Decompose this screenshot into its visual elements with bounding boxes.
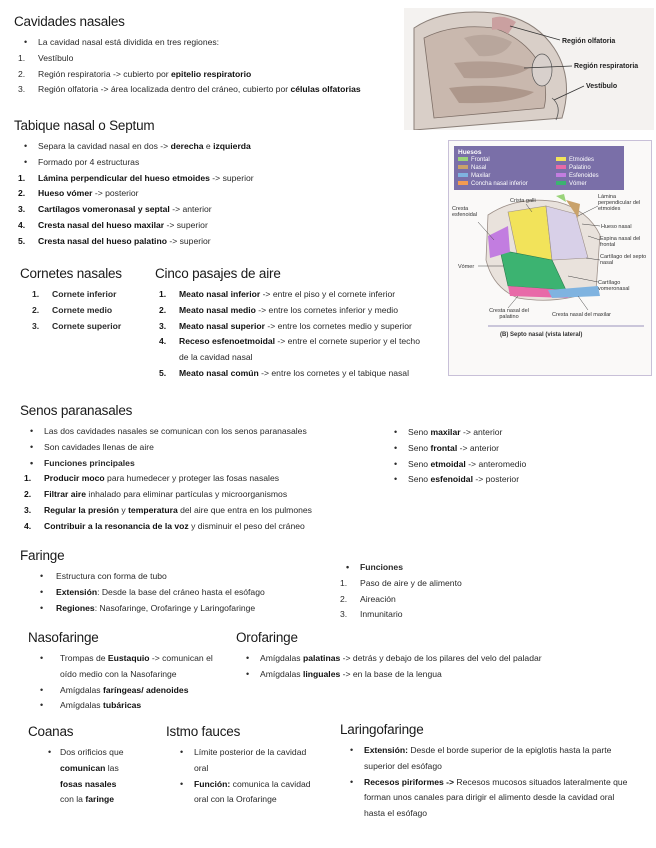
list-text: Paso de aire y de alimento — [360, 577, 462, 588]
list-text: Seno — [408, 474, 431, 485]
list-number: 5. — [159, 367, 167, 378]
section-title: Istmo fauces — [166, 724, 241, 739]
label-cresta-esfenoidal: Cresta esfenoidal — [452, 206, 478, 218]
list-text: con la — [60, 794, 86, 805]
bold-text: esfenoidal — [430, 474, 473, 485]
list-item — [14, 155, 434, 171]
list-item — [336, 560, 516, 576]
list-text: las — [105, 762, 119, 773]
section-istmo — [166, 724, 326, 808]
legend-swatch — [458, 165, 468, 169]
list-item — [20, 601, 340, 617]
section-pasajes — [155, 266, 447, 382]
list-item — [340, 743, 634, 775]
list-number: 5. — [18, 235, 26, 246]
list-text: Estructura con forma de tubo — [56, 571, 167, 581]
bold-text: Meato nasal superior — [179, 320, 265, 331]
legend-swatch — [556, 165, 566, 169]
legend-header: Huesos — [458, 149, 482, 156]
list-number: 2. — [24, 489, 32, 500]
bullet-icon: • — [24, 37, 28, 47]
list-text: -> comunican el oído medio con la Nasofaringe — [60, 653, 213, 679]
list-text: Vestíbulo — [38, 52, 74, 63]
bullet-icon: • — [346, 562, 350, 572]
bullet-icon: • — [40, 700, 44, 711]
bold-text: frontal — [430, 442, 458, 453]
list-text: -> anterior — [457, 442, 499, 453]
list-text: Límite posterior de la cavidad oral — [194, 747, 307, 773]
section-tabique — [14, 118, 434, 250]
bold-text: Receso esfenoetmoidal — [179, 336, 275, 347]
section-title: Faringe — [20, 548, 65, 563]
list-text: -> superior — [209, 172, 254, 183]
bold-text: Lámina perpendicular del hueso etmoides — [38, 172, 210, 183]
label-region-olfatoria: Región olfatoria — [562, 38, 616, 45]
list-item — [155, 287, 447, 303]
list-item — [20, 569, 340, 585]
list-text: Cornete inferior — [52, 289, 117, 299]
section-title: Orofaringe — [236, 630, 298, 645]
list-text: Formado por 4 estructuras — [38, 156, 140, 167]
list-text: -> anteromedio — [465, 458, 527, 469]
list-number: 2. — [18, 188, 26, 199]
nasal-cavity-illustration — [404, 8, 654, 130]
list-item — [384, 472, 584, 488]
list-number: 2. — [32, 304, 40, 315]
list-text: Recesos mucosos situados lateralmente que forman unos canales para dirigir el alimento desde la cavidad oral hasta el esófago — [364, 776, 628, 819]
list-item — [14, 218, 434, 234]
list-item — [14, 67, 414, 83]
list-item — [336, 607, 516, 623]
list-number: 1. — [340, 577, 348, 588]
list-item — [20, 487, 400, 503]
list-number: 2. — [18, 68, 26, 79]
list-item — [14, 171, 434, 187]
bold-text: Cresta nasal del hueso palatino — [38, 235, 167, 246]
list-item — [28, 745, 132, 808]
list-item — [20, 303, 150, 319]
list-number: 3. — [18, 204, 26, 215]
bullet-icon: • — [48, 747, 52, 757]
section-senos — [20, 403, 400, 535]
list-text: Seno — [408, 442, 431, 453]
list-number: 1. — [18, 172, 26, 183]
section-title: Coanas — [28, 724, 74, 739]
list-text: -> superior — [166, 235, 211, 246]
list-text: Son cavidades llenas de aire — [44, 441, 154, 452]
section-title: Cavidades nasales — [14, 14, 125, 29]
legend-swatch — [458, 181, 468, 185]
bold-text: Contribuir a la resonancia de la voz — [44, 520, 189, 531]
legend-swatch — [556, 157, 566, 161]
bold-text: Regiones — [56, 602, 95, 613]
list-item — [20, 440, 400, 456]
label-crista-galli: Crista galli — [510, 198, 536, 204]
bullet-icon: • — [394, 474, 398, 485]
bullet-icon: • — [246, 653, 250, 663]
list-number: 4. — [18, 219, 26, 230]
list-text: Dos orificios que — [60, 747, 124, 757]
list-item — [336, 576, 516, 592]
bold-text: Extensión: — [364, 745, 408, 755]
bullet-icon: • — [350, 776, 354, 787]
bold-text: linguales — [303, 668, 341, 679]
list-text: Amígdalas — [260, 668, 303, 679]
list-item — [340, 775, 634, 822]
list-text: Funciones — [360, 562, 403, 572]
legend-label: Maxilar — [471, 173, 491, 179]
section-title: Tabique nasal o Septum — [14, 118, 155, 133]
list-text: y — [118, 504, 129, 515]
list-item — [20, 287, 150, 303]
label-hueso-nasal: Hueso nasal — [601, 224, 632, 230]
legend-label: Nasal — [471, 165, 487, 171]
bullet-icon: • — [40, 586, 44, 597]
list-text: -> posterior — [92, 188, 139, 199]
bold-text: Meato nasal inferior — [179, 289, 261, 299]
list-item — [14, 35, 414, 51]
bold-text: izquierda — [213, 141, 251, 151]
list-item — [384, 425, 584, 441]
legend-swatch — [458, 157, 468, 161]
bold-text: Función: — [194, 778, 231, 789]
list-text: Cornete superior — [52, 320, 122, 331]
bullet-icon: • — [394, 458, 398, 469]
list-item — [28, 683, 233, 699]
bold-text: comunican — [60, 762, 106, 773]
section-title: Cornetes nasales — [20, 266, 122, 281]
list-text: Las dos cavidades nasales se comunican con los senos paranasales — [44, 426, 307, 436]
nasal-cavity-figure — [404, 8, 654, 130]
label-cresta-maxilar: Cresta nasal del maxilar — [552, 312, 611, 318]
bold-text: maxilar — [430, 427, 461, 437]
list-text: e — [203, 141, 214, 151]
bold-text: Meato nasal común — [179, 367, 259, 378]
bold-text: Recesos piriformes -> — [364, 776, 455, 787]
list-item — [155, 334, 429, 366]
label-cresta-palatino: Cresta nasal del palatino — [489, 308, 529, 320]
list-text: Amígdalas — [60, 684, 103, 695]
list-number: 3. — [24, 504, 32, 515]
bold-text: epitelio respiratorio — [171, 68, 252, 79]
list-item — [14, 202, 434, 218]
list-text: Trompas de — [60, 653, 108, 663]
legend-swatch — [556, 181, 566, 185]
list-item — [384, 441, 584, 457]
legend-label: Vómer — [569, 181, 587, 187]
list-item — [20, 585, 340, 601]
list-item — [20, 319, 150, 335]
bullet-icon: • — [350, 745, 354, 755]
list-number: 1. — [18, 52, 26, 63]
list-item — [20, 471, 400, 487]
list-item — [20, 424, 400, 440]
list-item — [14, 51, 414, 67]
list-text: La cavidad nasal está dividida en tres regiones: — [38, 37, 220, 47]
list-text: -> entre los cornetes medio y superior — [264, 320, 412, 331]
label-vomer: Vómer — [458, 264, 475, 270]
list-number: 1. — [24, 473, 32, 484]
list-text: y disminuir el peso del cráneo — [188, 520, 305, 531]
legend-label: Etmoides — [569, 157, 595, 163]
bold-text: Extensión — [56, 586, 98, 597]
section-title: Nasofaringe — [28, 630, 99, 645]
list-text: -> anterior — [460, 427, 503, 437]
bullet-icon: • — [180, 747, 184, 757]
list-number: 4. — [159, 336, 167, 347]
bullet-icon: • — [394, 427, 398, 437]
label-region-respiratoria: Región respiratoria — [574, 63, 639, 70]
list-item — [155, 366, 447, 382]
list-item — [236, 667, 596, 683]
list-text: Desde el borde superior de la epiglotis hasta la parte superior del esófago — [364, 745, 612, 771]
bullet-icon: • — [180, 778, 184, 789]
bold-text: Producir moco — [44, 473, 105, 484]
section-cavidades — [14, 14, 414, 98]
nasal-septum-illustration — [448, 140, 652, 376]
legend-label: Palatino — [569, 165, 591, 171]
list-text: Región olfatoria -> área localizada dentro del cráneo, cubierto por — [38, 84, 291, 95]
list-text: Separa la cavidad nasal en dos -> — [38, 141, 171, 151]
bullet-icon: • — [30, 457, 34, 468]
section-title: Laringofaringe — [340, 722, 424, 737]
section-orofaringe — [236, 630, 596, 683]
list-number: 2. — [340, 593, 348, 604]
bold-text: palatinas — [303, 653, 341, 663]
list-text: -> entre el piso y el cornete inferior — [260, 289, 396, 299]
bold-text: Filtrar aire — [44, 489, 87, 500]
bullet-icon: • — [246, 668, 250, 679]
legend-label: Frontal — [471, 157, 490, 163]
list-item — [20, 456, 400, 472]
bullet-icon: • — [24, 156, 28, 167]
label-cart-vomero: Cartílago vomeronasal — [598, 280, 630, 292]
list-text: Amígdalas — [260, 653, 303, 663]
list-text: -> anterior — [169, 204, 212, 215]
bold-text: tubáricas — [103, 700, 142, 711]
list-item — [14, 82, 414, 98]
list-number: 1. — [159, 289, 167, 299]
figure-caption: (B) Septo nasal (vista lateral) — [500, 332, 583, 338]
list-text: -> en la base de la lengua — [340, 668, 442, 679]
list-text: Funciones principales — [44, 457, 135, 468]
list-item — [384, 457, 584, 473]
bold-text: células olfatorias — [290, 84, 361, 95]
label-lamina: Lámina perpendicular del etmoides — [598, 194, 641, 212]
bold-text: temperatura — [128, 504, 178, 515]
nasal-septum-figure — [448, 140, 652, 376]
list-number: 3. — [340, 609, 348, 620]
list-number: 3. — [18, 84, 26, 95]
list-number: 3. — [159, 320, 167, 331]
legend-swatch — [458, 173, 468, 177]
list-text: Aireación — [360, 593, 396, 604]
list-item — [166, 777, 314, 809]
list-number: 1. — [32, 289, 40, 299]
list-text: : Desde la base del cráneo hasta el esófago — [97, 586, 265, 597]
list-text: -> entre el cornete superior y el techo de la cavidad nasal — [179, 336, 420, 363]
list-item — [14, 234, 434, 250]
list-text: Amígdalas — [60, 700, 103, 711]
list-text: inhalado para eliminar partículas y microorganismos — [86, 489, 288, 500]
bold-text: Meato nasal medio — [179, 304, 256, 315]
bold-text: Cresta nasal del hueso maxilar — [38, 219, 165, 230]
list-number: 2. — [159, 304, 167, 315]
section-title: Senos paranasales — [20, 403, 133, 418]
bold-text: faringe — [85, 794, 114, 805]
label-vestibulo: Vestíbulo — [586, 83, 618, 90]
list-text: -> entre los cornetes y el tabique nasal — [258, 367, 409, 378]
list-text: Seno — [408, 427, 431, 437]
list-text: Región respiratoria -> cubierto por — [38, 68, 172, 79]
legend-swatch — [556, 173, 566, 177]
bold-text: etmoidal — [430, 458, 466, 469]
list-text: -> detrás y debajo de los pilares del velo del paladar — [340, 653, 542, 663]
label-espina: Espina nasal del frontal — [600, 236, 641, 248]
list-item — [155, 319, 447, 335]
bullet-icon: • — [30, 441, 34, 452]
list-text: del aire que entra en los pulmones — [177, 504, 312, 515]
list-text: -> entre los cornetes inferior y medio — [255, 304, 398, 315]
bullet-icon: • — [40, 684, 44, 695]
bullet-icon: • — [394, 442, 398, 453]
list-text: -> superior — [164, 219, 208, 230]
list-text: para humedecer y proteger las fosas nasales — [104, 473, 280, 484]
section-faringe — [20, 548, 340, 616]
bold-text: fosas nasales — [60, 778, 117, 789]
list-item — [14, 139, 434, 155]
list-item — [336, 592, 516, 608]
list-text: comunica la cavidad oral con la Orofaringe — [194, 778, 311, 805]
list-number: 3. — [32, 320, 40, 331]
list-item — [28, 698, 233, 714]
bullet-icon: • — [40, 653, 44, 663]
faringe-funciones — [336, 560, 516, 623]
section-cornetes — [20, 266, 150, 334]
bullet-icon: • — [40, 602, 44, 613]
bold-text: derecha — [170, 141, 204, 151]
list-item — [20, 519, 400, 535]
bold-text: Hueso vómer — [38, 188, 93, 199]
bullet-icon: • — [30, 426, 34, 436]
legend-label: Esfenoides — [569, 173, 599, 179]
list-number: 4. — [24, 520, 32, 531]
bold-text: Cartílagos vomeronasal y septal — [38, 204, 170, 215]
bullet-icon: • — [24, 141, 28, 151]
section-laringofaringe — [340, 722, 640, 822]
section-coanas — [28, 724, 158, 808]
list-text: : Nasofaringe, Orofaringe y Laringofaringe — [94, 602, 256, 613]
label-cart-septo: Cartílago del septo nasal — [600, 254, 647, 266]
senos-types-list — [384, 425, 584, 488]
list-item — [166, 745, 314, 777]
list-text: -> posterior — [472, 474, 520, 485]
list-text: Cornete medio — [52, 304, 113, 315]
legend-label: Concha nasal inferior — [471, 181, 528, 187]
section-title: Cinco pasajes de aire — [155, 266, 281, 281]
list-item — [155, 303, 447, 319]
list-item — [20, 503, 400, 519]
list-text: Seno — [408, 458, 431, 469]
bold-text: faríngeas/ adenoides — [103, 684, 189, 695]
bullet-icon: • — [40, 571, 44, 581]
list-text: Inmunitario — [360, 609, 403, 620]
list-item — [14, 186, 434, 202]
bold-text: Eustaquio — [107, 653, 150, 663]
list-item — [28, 651, 220, 683]
section-nasofaringe — [28, 630, 233, 714]
list-item — [236, 651, 596, 667]
bold-text: Regular la presión — [44, 504, 119, 515]
